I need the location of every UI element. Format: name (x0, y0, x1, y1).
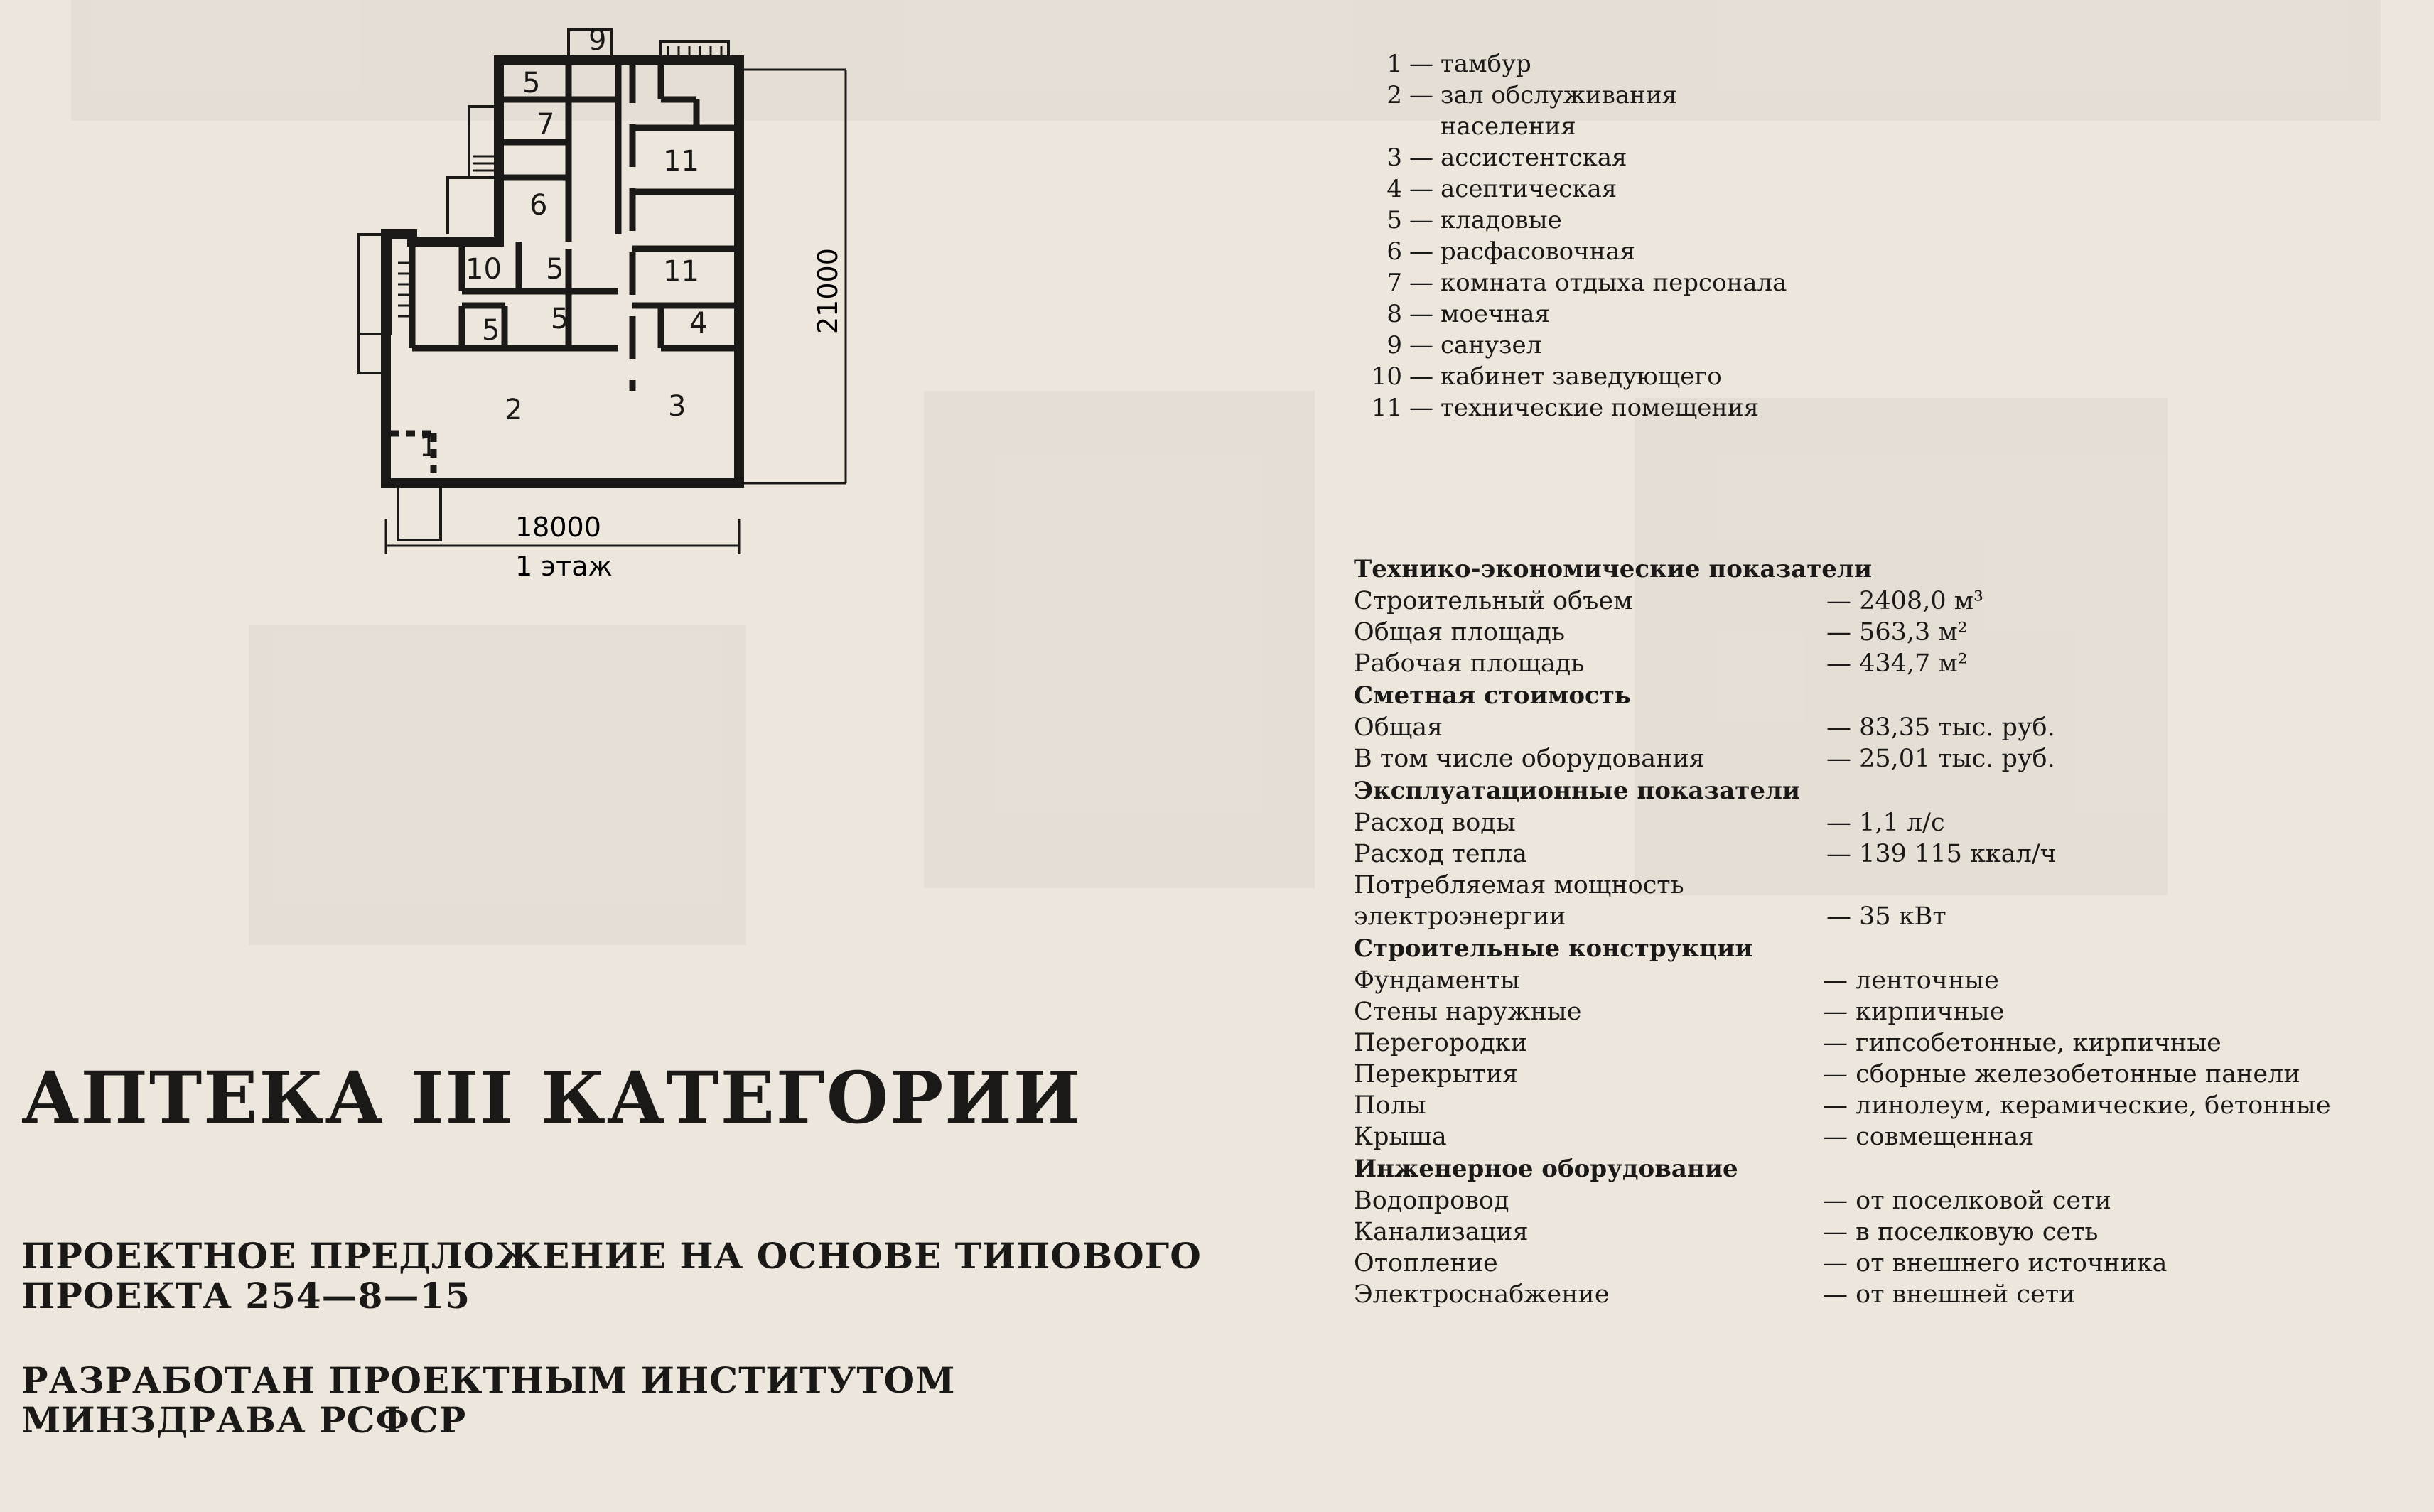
legend-label: населения (1441, 112, 1576, 141)
indicator-value: — от поселковой сети (1823, 1187, 2111, 1215)
width-dimension: 18000 (515, 512, 601, 543)
indicator-value: — совмещенная (1823, 1123, 2035, 1151)
indicator-row (1354, 712, 2331, 743)
indicator-label: Полы (1354, 1091, 1426, 1120)
indicator-row (1354, 648, 2331, 679)
indicator-row (1354, 1027, 2331, 1059)
legend-number: 2 (1386, 81, 1402, 109)
indicator-row (1354, 743, 2331, 774)
subtitle-line: ПРОЕКТНОЕ ПРЕДЛОЖЕНИЕ НА ОСНОВЕ ТИПОВОГО (21, 1235, 1202, 1277)
section-heading: Технико-экономические показатели (1354, 555, 1873, 583)
indicator-label: Стены наружные (1354, 998, 1582, 1026)
bleed-through (924, 391, 1315, 888)
legend-label: санузел (1441, 331, 1542, 360)
indicator-row (1354, 807, 2331, 838)
indicator-label: Фундаменты (1354, 966, 1520, 995)
indicator-label: Потребляемая мощность (1354, 871, 1684, 900)
indicator-row (1354, 617, 2331, 648)
indicator-value: — 563,3 м² (1826, 618, 1968, 647)
page-title: АПТЕКА III КАТЕГОРИИ (21, 1056, 1082, 1140)
legend-label: кабинет заведующего (1441, 362, 1722, 391)
indicator-label: Строительный объем (1354, 587, 1633, 615)
room-number: 5 (522, 67, 541, 99)
legend-number: 4 (1386, 175, 1402, 203)
indicator-value: — 83,35 тыс. руб. (1826, 713, 2055, 742)
indicator-value: — линолеум, керамические, бетонные (1823, 1091, 2331, 1120)
legend-number: 11 (1371, 394, 1402, 422)
legend-label: моечная (1441, 300, 1550, 328)
indicators-block (1354, 553, 2331, 1310)
indicator-row (1354, 996, 2331, 1027)
legend-label: комната отдыха персонала (1441, 269, 1787, 297)
legend-item: 8 — моечная (1368, 298, 1787, 330)
legend-item: 9 — санузел (1368, 330, 1787, 361)
legend-label: технические помещения (1441, 394, 1760, 422)
indicator-label: Перегородки (1354, 1029, 1527, 1057)
legend-label: асептическая (1441, 175, 1617, 203)
room-number: 9 (588, 24, 607, 57)
legend-label: расфасовочная (1441, 237, 1635, 266)
indicator-value: — 139 115 ккал/ч (1826, 840, 2057, 868)
legend-number: 3 (1386, 144, 1402, 172)
floor-plan (355, 21, 895, 632)
legend-number: 8 (1386, 300, 1402, 328)
floor-label: 1 этаж (515, 551, 613, 582)
subtitle-line: МИНЗДРАВА РСФСР (21, 1399, 467, 1441)
indicator-label: Общая площадь (1354, 618, 1566, 647)
indicator-label: Перекрытия (1354, 1060, 1519, 1089)
legend-item: 10 — кабинет заведующего (1368, 361, 1787, 392)
indicator-label: Расход воды (1354, 809, 1516, 837)
indicator-value: — ленточные (1823, 966, 1999, 995)
room-legend (1368, 48, 1787, 423)
indicator-row (1354, 838, 2331, 870)
indicator-row (1354, 1059, 2331, 1090)
legend-label: зал обслуживания (1441, 81, 1677, 109)
legend-number: 1 (1386, 50, 1402, 78)
legend-item: 5 — кладовые (1368, 205, 1787, 236)
indicator-value: — кирпичные (1823, 998, 2005, 1026)
height-dimension: 21000 (812, 248, 844, 334)
indicator-value: — гипсобетонные, кирпичные (1823, 1029, 2222, 1057)
indicator-row (1354, 870, 2331, 901)
section-heading: Строительные конструкции (1354, 934, 1753, 963)
section-heading: Сметная стоимость (1354, 681, 1631, 710)
room-number: 7 (537, 108, 555, 141)
indicator-value: — от внешней сети (1823, 1280, 2076, 1309)
legend-item: 6 — расфасовочная (1368, 236, 1787, 267)
room-number: 5 (482, 314, 500, 347)
legend-item: 2 — зал обслуживания (1368, 80, 1787, 111)
indicator-value: — 25,01 тыс. руб. (1826, 745, 2055, 773)
indicator-row (1354, 1185, 2331, 1216)
legend-number: 5 (1386, 206, 1402, 234)
legend-number: 7 (1386, 269, 1402, 297)
indicator-label: В том числе оборудования (1354, 745, 1705, 773)
indicator-value: — 2408,0 м³ (1826, 587, 1983, 615)
room-number: 10 (465, 253, 502, 286)
section-heading: Инженерное оборудование (1354, 1155, 1738, 1183)
indicator-row (1354, 965, 2331, 996)
indicator-label: Крыша (1354, 1123, 1447, 1151)
legend-item: 1 — тамбур (1368, 48, 1787, 80)
indicator-label: Водопровод (1354, 1187, 1509, 1215)
indicator-label: электроэнергии (1354, 902, 1566, 931)
legend-item: 7 — комната отдыха персонала (1368, 267, 1787, 298)
indicator-row (1354, 1121, 2331, 1152)
indicator-label: Общая (1354, 713, 1443, 742)
indicator-row (1354, 585, 2331, 617)
legend-item: 11 — технические помещения (1368, 392, 1787, 423)
room-number: 11 (663, 145, 699, 178)
indicator-value: — от внешнего источника (1823, 1249, 2168, 1278)
developer-subtitle (21, 1361, 955, 1440)
indicator-row (1354, 1279, 2331, 1310)
subtitle-line: РАЗРАБОТАН ПРОЕКТНЫМ ИНСТИТУТОМ (21, 1359, 956, 1401)
entrance-steps (398, 483, 441, 540)
indicator-label: Отопление (1354, 1249, 1498, 1278)
room-number: 11 (663, 255, 699, 288)
legend-item: 4 — асептическая (1368, 173, 1787, 205)
legend-item-continuation (1368, 111, 1787, 142)
indicator-label: Электроснабжение (1354, 1280, 1610, 1309)
legend-number: 10 (1371, 362, 1402, 391)
room-number: 2 (505, 394, 523, 426)
indicator-value: — в поселковую сеть (1823, 1218, 2099, 1246)
legend-label: кладовые (1441, 206, 1562, 234)
legend-number: 9 (1386, 331, 1402, 360)
legend-number: 6 (1386, 237, 1402, 266)
room-number: 5 (546, 253, 564, 286)
room-number: 6 (529, 189, 548, 222)
room-number: 4 (689, 307, 708, 340)
indicator-value: — 35 кВт (1826, 902, 1946, 931)
project-subtitle (21, 1236, 1202, 1316)
legend-item: 3 — ассистентская (1368, 142, 1787, 173)
section-heading: Эксплуатационные показатели (1354, 777, 1801, 805)
indicator-row (1354, 1216, 2331, 1248)
indicator-row (1354, 1248, 2331, 1279)
room-number: 1 (419, 431, 438, 463)
indicator-row (1354, 1090, 2331, 1121)
indicator-label: Канализация (1354, 1218, 1529, 1246)
indicator-label: Расход тепла (1354, 840, 1528, 868)
legend-label: ассистентская (1441, 144, 1627, 172)
indicator-row (1354, 901, 2331, 932)
room-number: 5 (551, 303, 569, 335)
bleed-through (249, 625, 746, 945)
indicator-label: Рабочая площадь (1354, 649, 1585, 678)
subtitle-line: ПРОЕКТА 254—8—15 (21, 1275, 471, 1317)
room-number: 3 (668, 390, 686, 423)
indicator-value: — 1,1 л/с (1826, 809, 1945, 837)
legend-label: тамбур (1441, 50, 1531, 78)
indicator-value: — 434,7 м² (1826, 649, 1968, 678)
indicator-value: — сборные железобетонные панели (1823, 1060, 2300, 1089)
